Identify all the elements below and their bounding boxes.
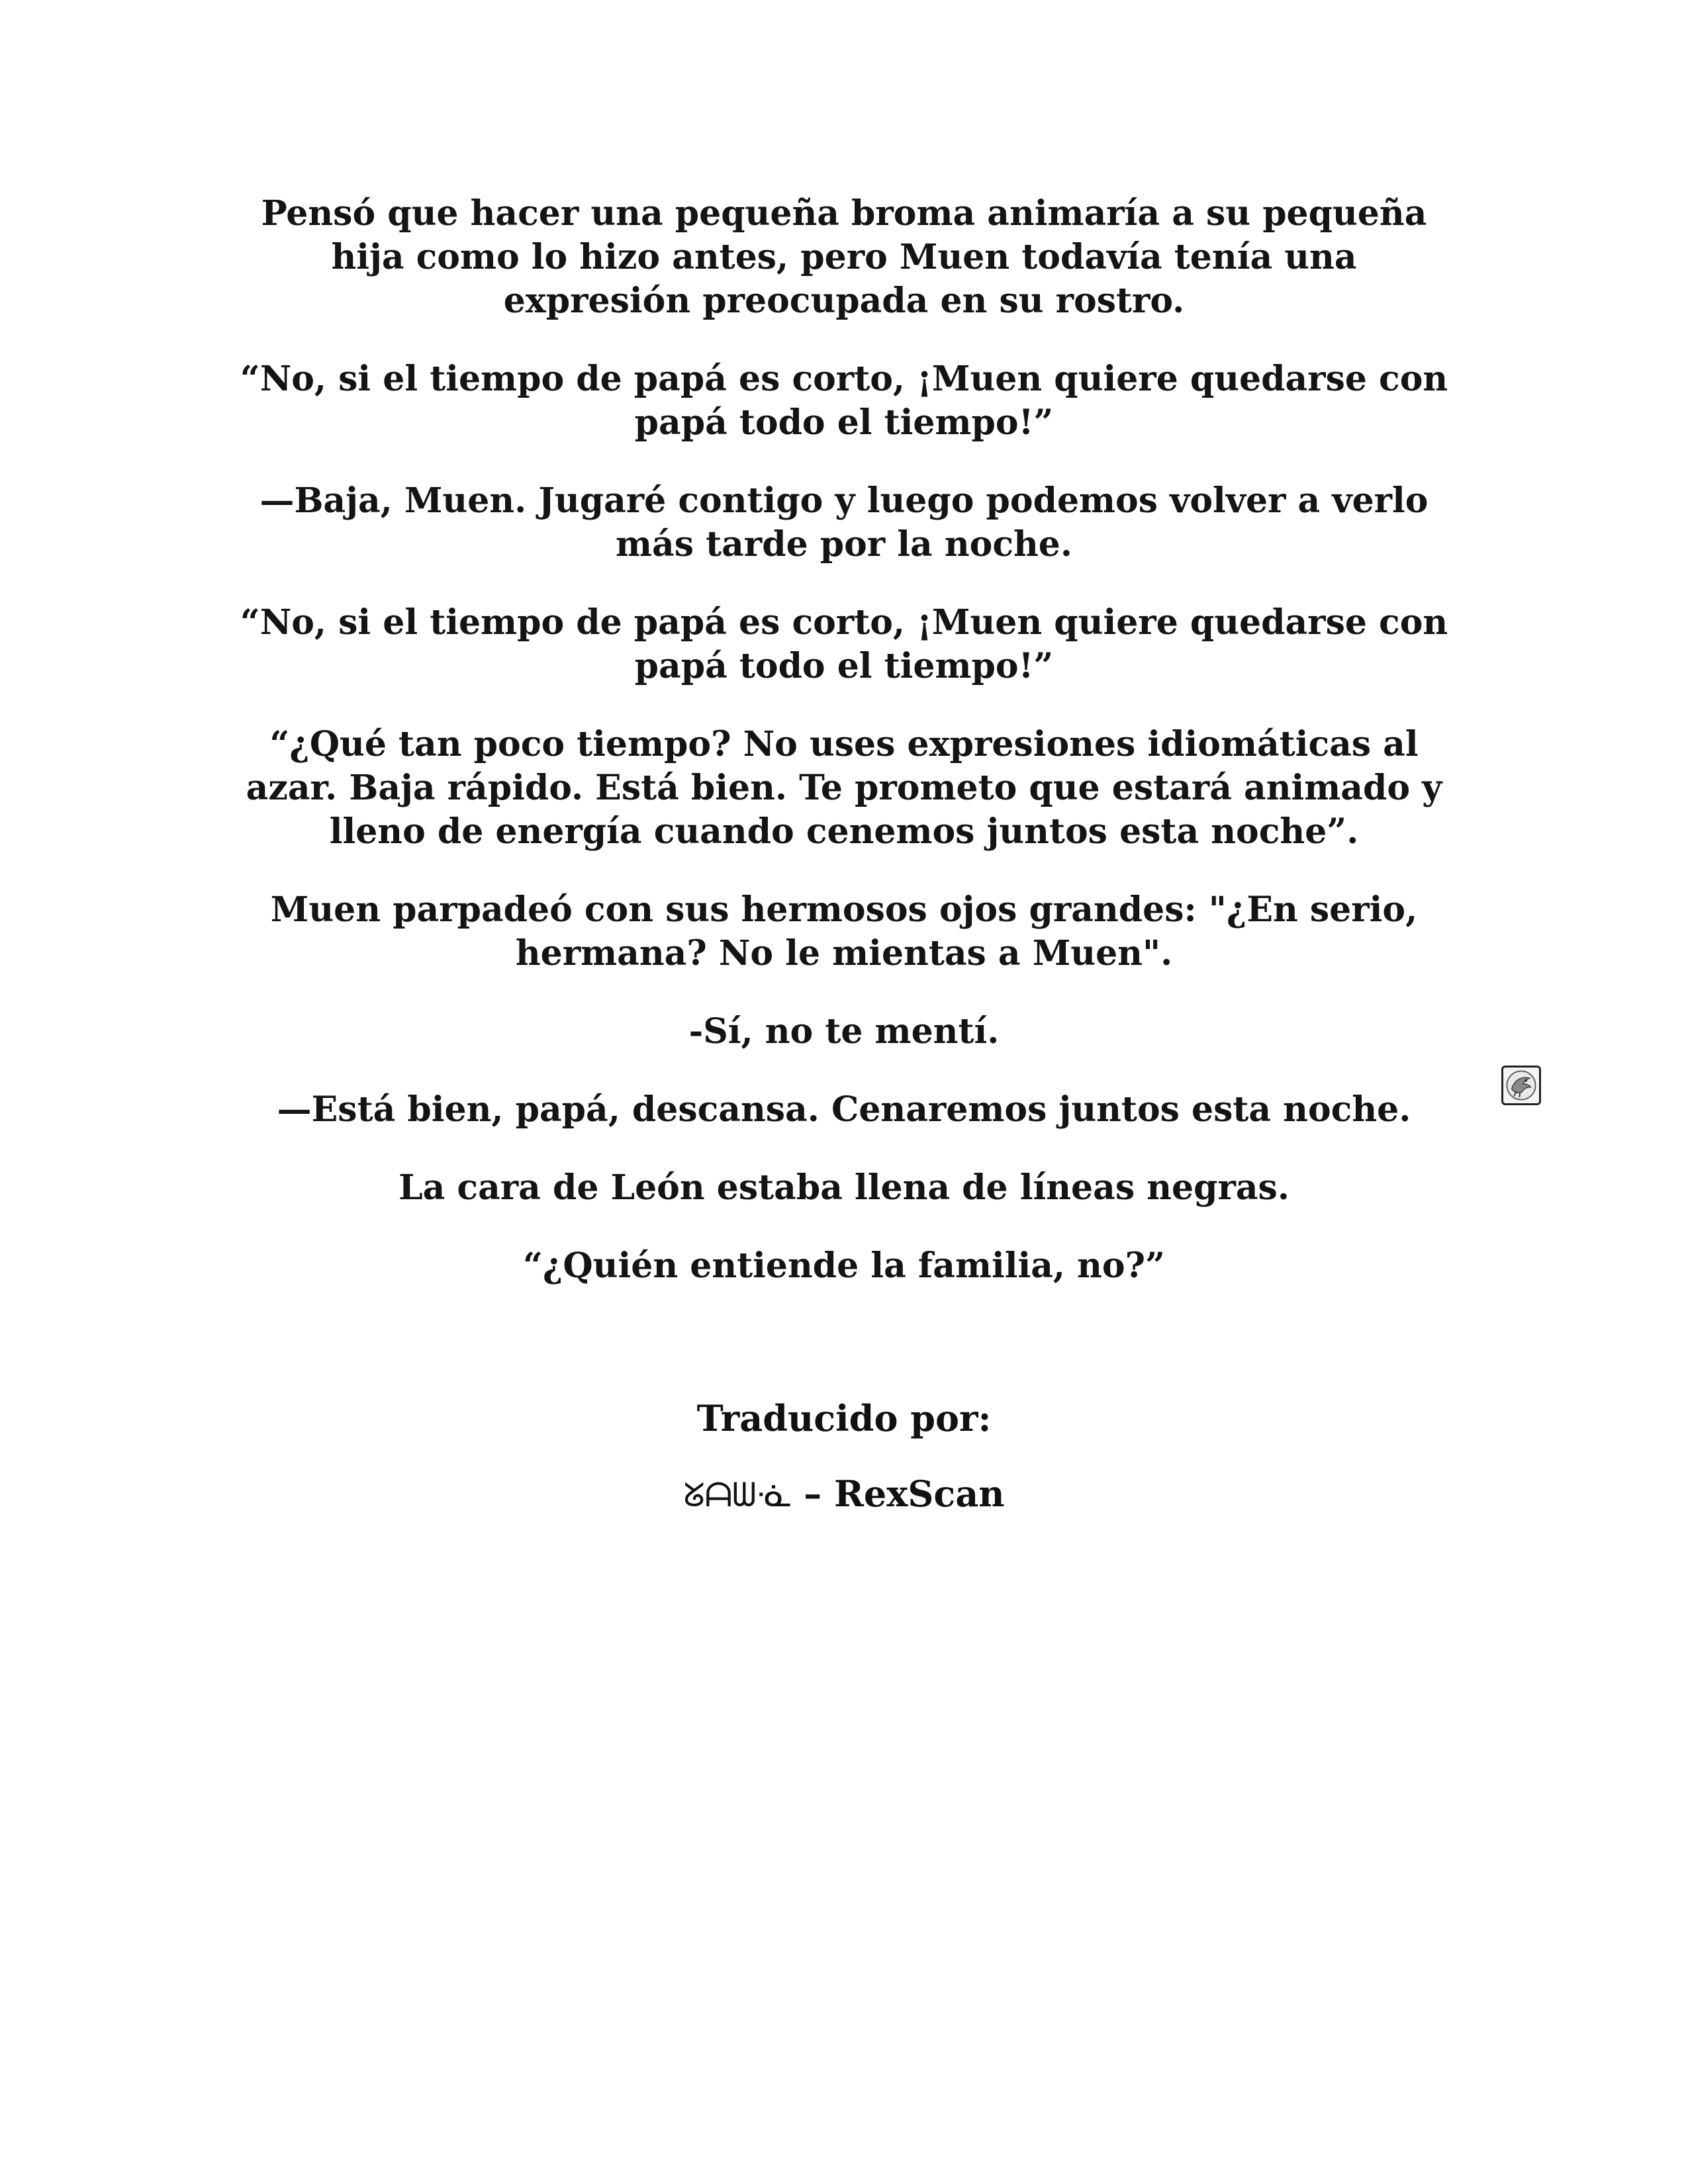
paragraph-6: Muen parpadeó con sus hermosos ojos grandes: "¿En serio, hermana? No le mientas a Muen". [270,889,1418,974]
credits-label: Traducido por: [696,1397,992,1439]
credits-line [225,1472,1463,1517]
paragraph-4: “No, si el tiempo de papá es corto, ¡Muen quiere quedarse con papá todo el tiempo!” [240,602,1448,686]
credits-separator: – [791,1473,834,1515]
paragraph-3: —Baja, Muen. Jugaré contigo y luego podemos volver a verlo más tarde por la noche. [259,480,1429,565]
dragon-logo-graphic [1503,1068,1539,1103]
paragraph-1: Pensó que hacer una pequeña broma animaría a su pequeña hija como lo hizo antes, pero Muen todavía tenía una expresión preocupada en su rostro. [261,193,1427,321]
dragon-logo-icon [1501,1066,1541,1105]
paragraph-5: “¿Qué tan poco tiempo? No uses expresiones idiomáticas al azar. Baja rápido. Está bien. Te prometo que estará animado y lleno de energía cuando cenemos juntos esta noche”. [246,724,1442,852]
paragraph-10: “¿Quién entiende la familia, no?” [523,1246,1165,1286]
document-body [225,192,1463,1322]
translation-credits [225,1396,1463,1549]
paragraph-2: “No, si el tiempo de papá es corto, ¡Muen quiere quedarse con papá todo el tiempo!” [240,359,1448,443]
paragraph-8: —Está bien, papá, descansa. Cenaremos juntos esta noche. [277,1089,1411,1130]
scan-group-name: RexScan [833,1473,1005,1515]
translator-name: ᘜᗩᗯᓍ [683,1476,792,1514]
paragraph-9: La cara de León estaba llena de líneas negras. [399,1167,1289,1208]
paragraph-7: -Sí, no te mentí. [688,1011,1000,1052]
